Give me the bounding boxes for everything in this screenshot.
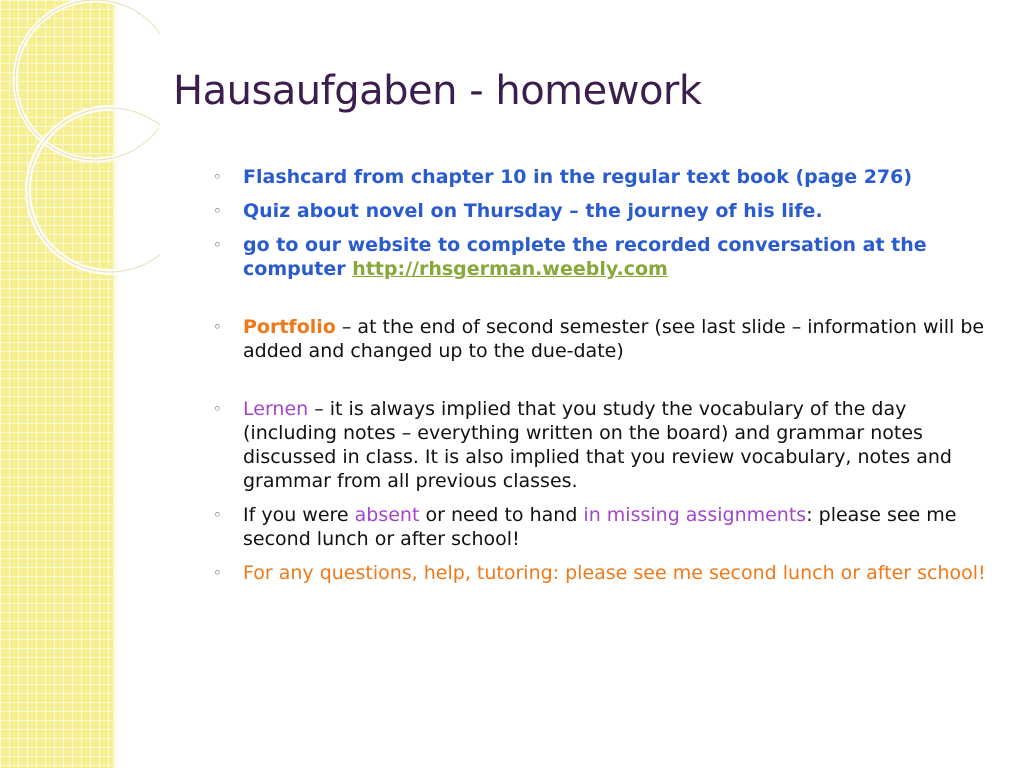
bullet-text: : please see me second lunch or after school! <box>243 504 957 550</box>
list-item <box>213 397 993 493</box>
bullet-list <box>213 165 993 595</box>
list-item <box>213 561 993 585</box>
list-item <box>213 315 993 363</box>
list-item <box>213 165 993 189</box>
ring-bullet-icon: ◦ <box>213 318 222 336</box>
bullet-text: – at the end of second semester (see last slide – information will be added and changed up to the due-date) <box>243 316 985 362</box>
list-item <box>213 199 993 223</box>
bullet-text: go to our website to complete the recorded conversation at the computer <box>243 234 927 280</box>
page-title: Hausaufgaben - homework <box>173 68 702 114</box>
portfolio-highlight: Portfolio <box>243 316 336 338</box>
missing-assignments-highlight: in missing assignments <box>583 504 807 526</box>
list-item <box>213 503 993 551</box>
lernen-highlight: Lernen <box>243 398 309 420</box>
bullet-text: – it is always implied that you study the vocabulary of the day (including notes – everything written on the board) and grammar notes discussed in class. It is also implied that you review vocabulary, notes and grammar from all previous classes. <box>243 398 952 492</box>
bullet-text: or need to hand <box>419 504 584 526</box>
ring-bullet-icon: ◦ <box>213 236 222 254</box>
ring-bullet-icon: ◦ <box>213 168 222 186</box>
bullet-text: If you were <box>243 504 355 526</box>
list-item <box>213 233 993 281</box>
decorative-rings <box>0 0 160 300</box>
bullet-text: Quiz about novel on Thursday – the journey of his life. <box>243 200 823 222</box>
ring-bullet-icon: ◦ <box>213 506 222 524</box>
website-link[interactable]: http://rhsgerman.weebly.com <box>352 258 668 280</box>
ring-bullet-icon: ◦ <box>213 400 222 418</box>
bullet-text: For any questions, help, tutoring: please see me second lunch or after school! <box>243 562 986 584</box>
bullet-text: Flashcard from chapter 10 in the regular text book (page 276) <box>243 166 913 188</box>
ring-bullet-icon: ◦ <box>213 564 222 582</box>
ring-bullet-icon: ◦ <box>213 202 222 220</box>
absent-highlight: absent <box>354 504 420 526</box>
